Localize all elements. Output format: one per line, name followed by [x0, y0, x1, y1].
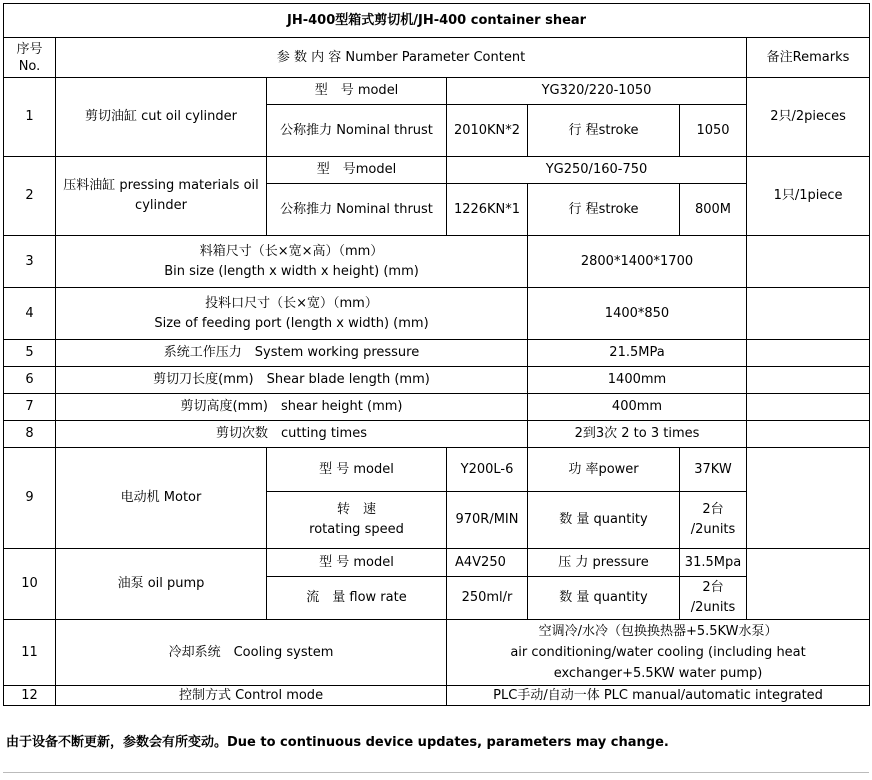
- param-value: 21.5MPa: [528, 340, 747, 367]
- thrust-label: 公称推力 Nominal thrust: [267, 184, 447, 236]
- table-row: [4, 367, 870, 394]
- model-value: Y200L-6: [447, 448, 528, 492]
- model-value: YG320/220-1050: [447, 78, 747, 105]
- pressure-label: 压 力 pressure: [528, 549, 680, 577]
- param-value: 1400mm: [528, 367, 747, 394]
- pressure-value: 31.5Mpa: [680, 549, 747, 577]
- remark: [747, 367, 870, 394]
- row-number: 10: [4, 549, 56, 620]
- table-row: [4, 340, 870, 367]
- param-value: 空调冷/水冷（包换换热器+5.5KW水泵） air conditioning/water cooling (including heat exchanger+5.5KW water pump): [447, 620, 870, 686]
- flow-value: 250ml/r: [447, 577, 528, 620]
- power-label: 功 率power: [528, 448, 680, 492]
- param-label: 剪切次数 cutting times: [56, 421, 528, 448]
- header-row: [4, 38, 870, 78]
- table-row: [4, 78, 870, 105]
- model-label: 型 号 model: [267, 448, 447, 492]
- quantity-value: 2台 /2units: [680, 577, 747, 620]
- table-title: JH-400型箱式剪切机/JH-400 container shear: [4, 4, 870, 38]
- row-number: 3: [4, 236, 56, 288]
- param-label: 投料口尺寸（长×宽）（mm） Size of feeding port (length x width) (mm): [56, 288, 528, 340]
- param-value: 2800*1400*1700: [528, 236, 747, 288]
- spec-table: [3, 3, 870, 706]
- param-label: 料箱尺寸（长×宽×高）（mm） Bin size (length x width x height) (mm): [56, 236, 528, 288]
- param-label: 冷却系统 Cooling system: [56, 620, 447, 686]
- param-label: 系统工作压力 System working pressure: [56, 340, 528, 367]
- table-row: [4, 157, 870, 184]
- thrust-value: 1226KN*1: [447, 184, 528, 236]
- header-remarks: 备注Remarks: [747, 38, 870, 78]
- stroke-value: 1050: [680, 105, 747, 157]
- table-row: [4, 448, 870, 492]
- quantity-label: 数 量 quantity: [528, 492, 680, 549]
- table-row: [4, 236, 870, 288]
- row-number: 2: [4, 157, 56, 236]
- header-content: 参 数 内 容 Number Parameter Content: [56, 38, 747, 78]
- row-number: 4: [4, 288, 56, 340]
- quantity-label: 数 量 quantity: [528, 577, 680, 620]
- table-row: [4, 686, 870, 706]
- remark: 2只/2pieces: [747, 78, 870, 157]
- stroke-value: 800M: [680, 184, 747, 236]
- quantity-value: 2台 /2units: [680, 492, 747, 549]
- param-label: 剪切高度(mm) shear height (mm): [56, 394, 528, 421]
- remark: 1只/1piece: [747, 157, 870, 236]
- table-row: [4, 394, 870, 421]
- stroke-label: 行 程stroke: [528, 184, 680, 236]
- model-value: YG250/160-750: [447, 157, 747, 184]
- model-label: 型 号 model: [267, 78, 447, 105]
- param-label: 控制方式 Control mode: [56, 686, 447, 706]
- remark: [747, 236, 870, 288]
- remark: [747, 340, 870, 367]
- remark: [747, 448, 870, 549]
- header-no: 序号 No.: [4, 38, 56, 78]
- model-label: 型 号model: [267, 157, 447, 184]
- param-value: 2到3次 2 to 3 times: [528, 421, 747, 448]
- speed-value: 970R/MIN: [447, 492, 528, 549]
- speed-label: 转 速 rotating speed: [267, 492, 447, 549]
- divider: [3, 772, 869, 773]
- row-number: 5: [4, 340, 56, 367]
- param-value: PLC手动/自动一体 PLC manual/automatic integrated: [447, 686, 870, 706]
- remark: [747, 421, 870, 448]
- param-value: 1400*850: [528, 288, 747, 340]
- remark: [747, 549, 870, 620]
- model-value: A4V250: [447, 549, 528, 577]
- thrust-value: 2010KN*2: [447, 105, 528, 157]
- table-row: [4, 549, 870, 577]
- title-row: [4, 4, 870, 38]
- row-number: 6: [4, 367, 56, 394]
- power-value: 37KW: [680, 448, 747, 492]
- row-number: 12: [4, 686, 56, 706]
- footnote: 由于设备不断更新，参数会有所变动。Due to continuous device updates, parameters may change.: [6, 735, 669, 750]
- item-name: 油泵 oil pump: [56, 549, 267, 620]
- row-number: 9: [4, 448, 56, 549]
- row-number: 8: [4, 421, 56, 448]
- table-row: [4, 288, 870, 340]
- item-name: 压料油缸 pressing materials oil cylinder: [56, 157, 267, 236]
- row-number: 1: [4, 78, 56, 157]
- item-name: 剪切油缸 cut oil cylinder: [56, 78, 267, 157]
- row-number: 11: [4, 620, 56, 686]
- thrust-label: 公称推力 Nominal thrust: [267, 105, 447, 157]
- table-row: [4, 620, 870, 686]
- param-value: 400mm: [528, 394, 747, 421]
- remark: [747, 288, 870, 340]
- row-number: 7: [4, 394, 56, 421]
- table-row: [4, 421, 870, 448]
- model-label: 型 号 model: [267, 549, 447, 577]
- flow-label: 流 量 flow rate: [267, 577, 447, 620]
- item-name: 电动机 Motor: [56, 448, 267, 549]
- remark: [747, 394, 870, 421]
- stroke-label: 行 程stroke: [528, 105, 680, 157]
- param-label: 剪切刀长度(mm) Shear blade length (mm): [56, 367, 528, 394]
